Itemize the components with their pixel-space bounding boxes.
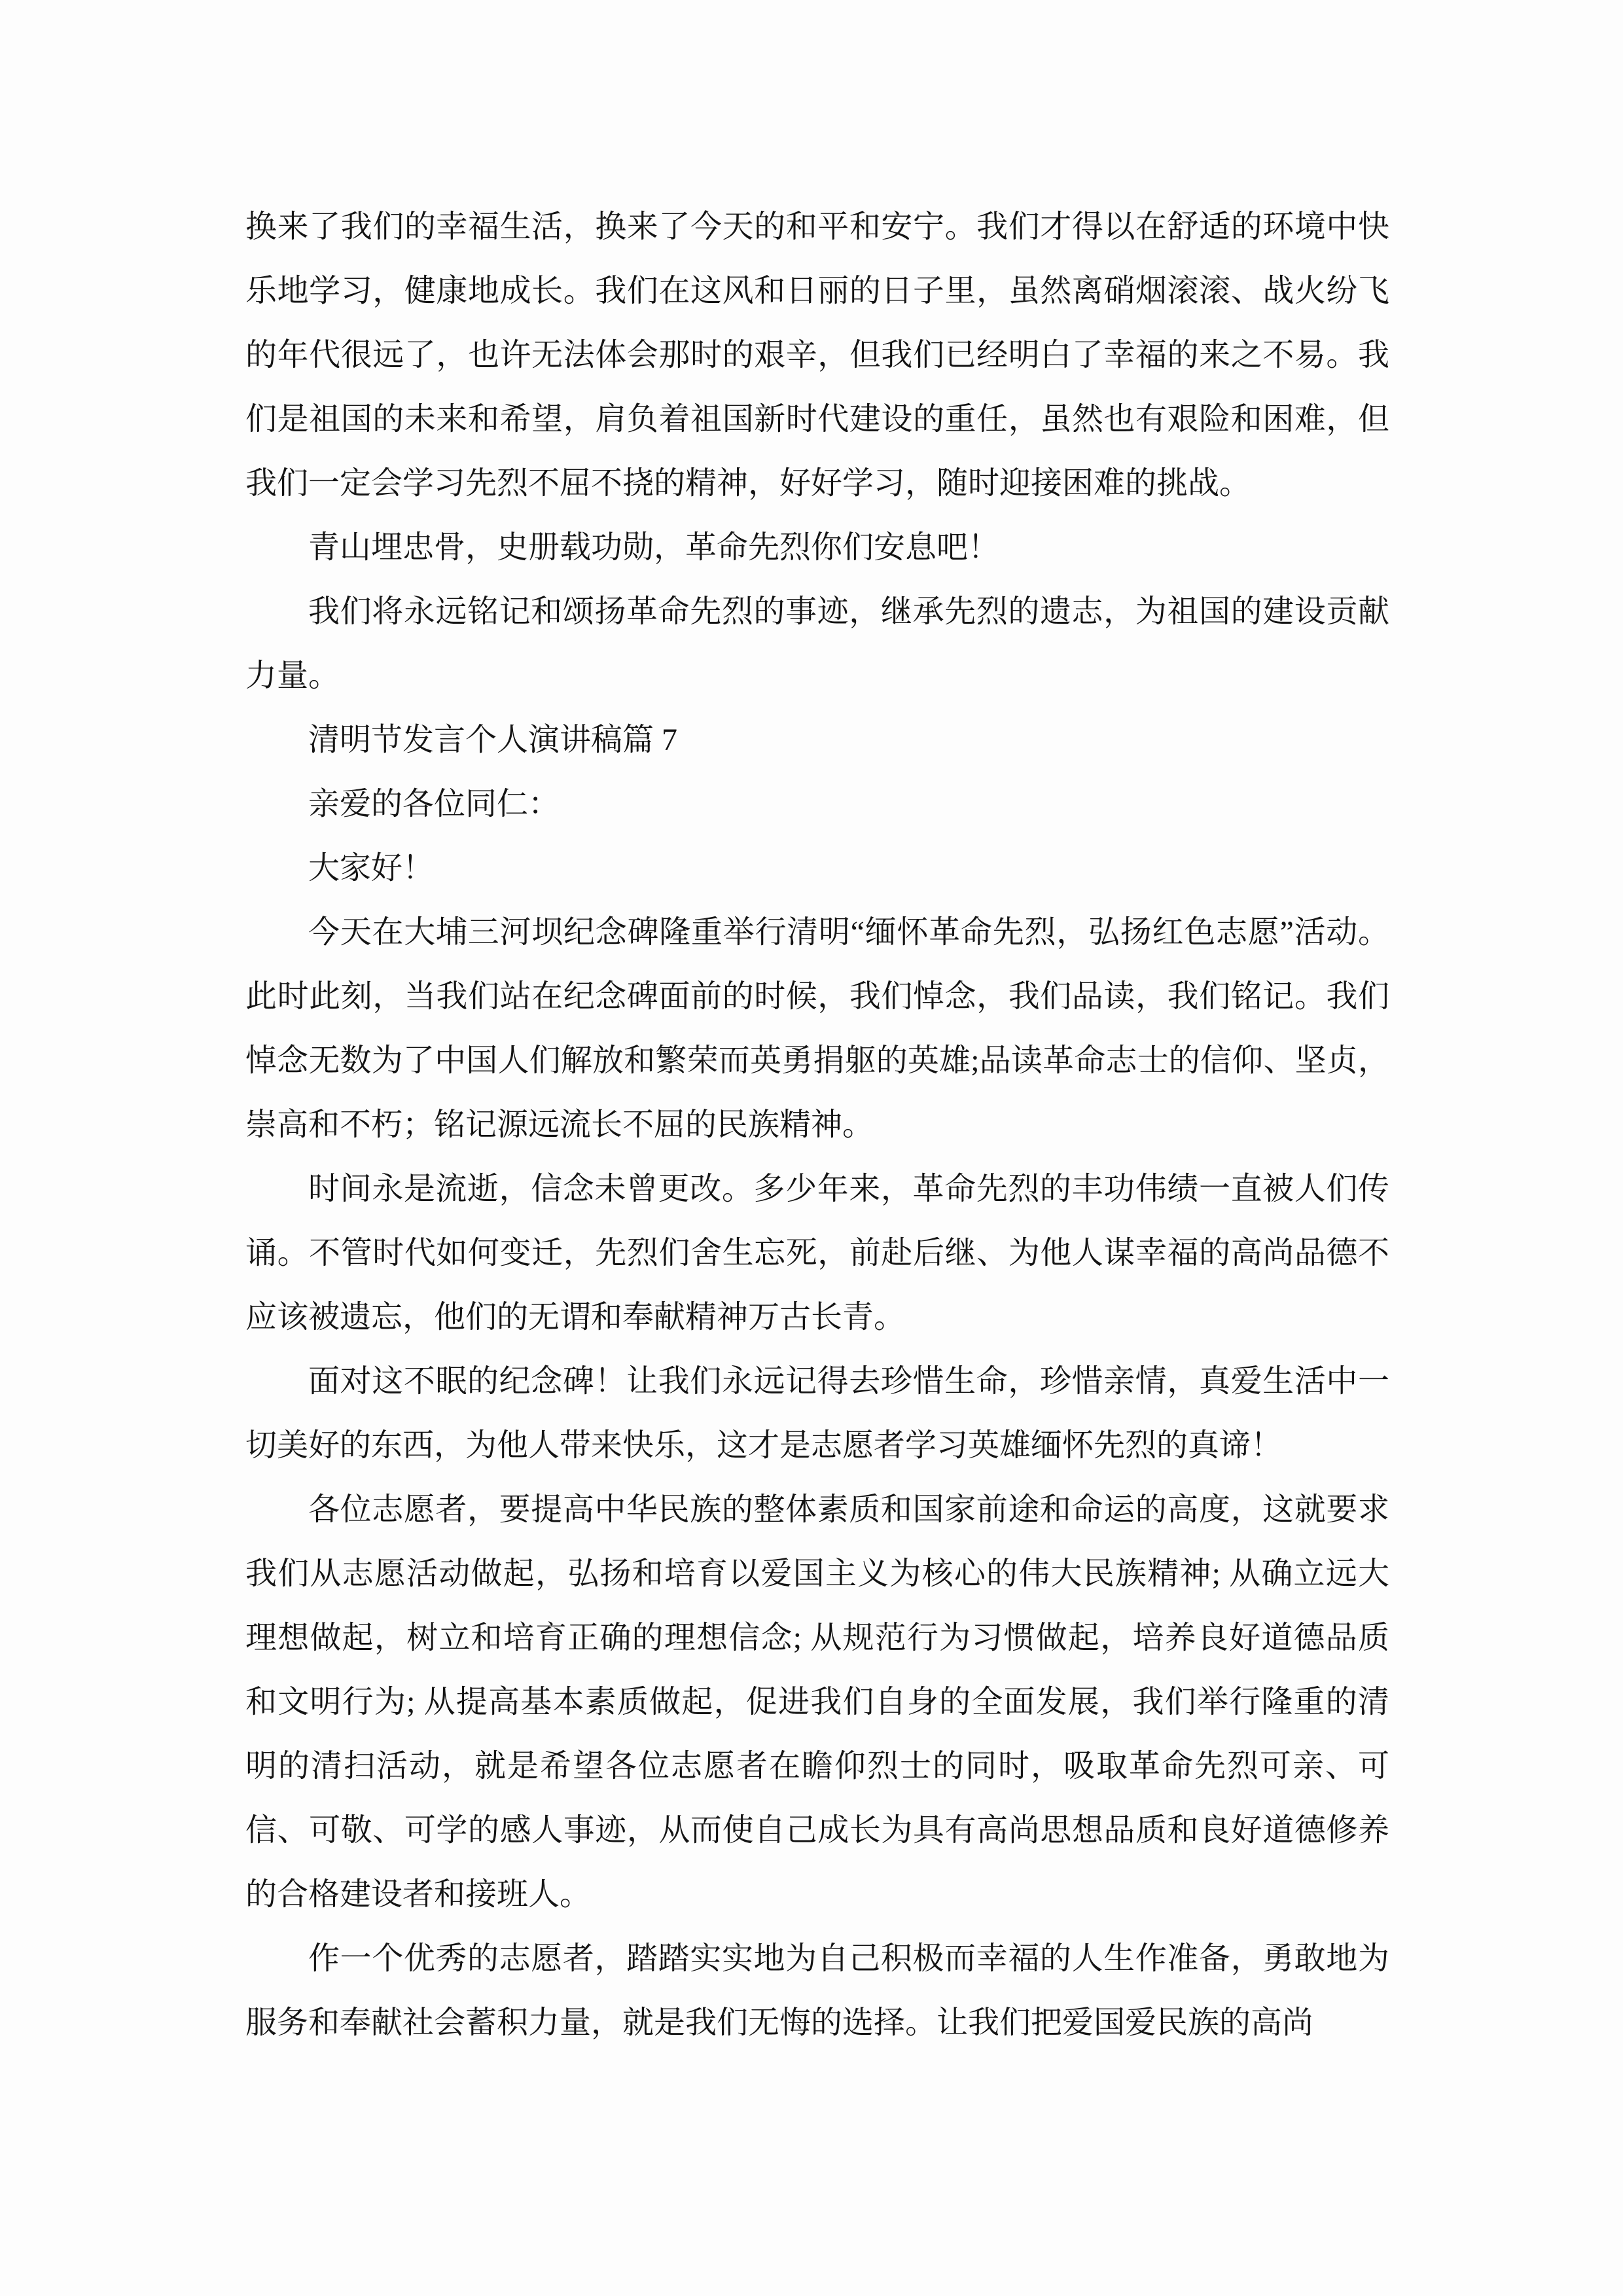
paragraph: 今天在大埔三河坝纪念碑隆重举行清明“缅怀革命先烈，弘扬红色志愿”活动。此时此刻，当我们站在纪念碑面前的时候，我们悼念，我们品读，我们铭记。我们悼念无数为了中国人们解放和繁荣而英勇捐躯的英雄;品读革命志士的信仰、坚贞，崇高和不朽；铭记源远流长不屈的民族精神。 [245, 915, 1389, 1142]
paragraph: 亲爱的各位同仁： [308, 787, 560, 821]
paragraph: 面对这不眠的纪念碑！让我们永远记得去珍惜生命，珍惜亲情，真爱生活中一切美好的东西，为他人带来快乐，这才是志愿者学习英雄缅怀先烈的真谛！ [245, 1364, 1389, 1463]
paragraph: 清明节发言个人演讲稿篇 7 [308, 723, 678, 757]
document-body [245, 195, 1389, 2055]
paragraph: 青山埋忠骨，史册载功勋，革命先烈你们安息吧！ [308, 530, 1000, 565]
paragraph: 各位志愿者，要提高中华民族的整体素质和国家前途和命运的高度，这就要求我们从志愿活动做起，弘扬和培育以爱国主义为核心的伟大民族精神; 从确立远大理想做起，树立和培育正确的理想信念; 从规范行为习惯做起，培养良好道德品质和文明行为; 从提高基本素质做起，促进我们自身的全面发展，我们举行隆重的清明的清扫活动，就是希望各位志愿者在瞻仰烈士的同时，吸取革命先烈可亲、可信、可敬、可学的感人事迹，从而使自己成长为具有高尚思想品质和良好道德修养的合格建设者和接班人。 [245, 1492, 1389, 1912]
paragraph: 时间永是流逝，信念未曾更改。多少年来，革命先烈的丰功伟绩一直被人们传诵。不管时代如何变迁，先烈们舍生忘死，前赴后继、为他人谋幸福的高尚品德不应该被遗忘，他们的无谓和奉献精神万古长青。 [245, 1172, 1389, 1335]
paragraph: 我们将永远铭记和颂扬革命先烈的事迹，继承先烈的遗志，为祖国的建设贡献力量。 [245, 594, 1389, 693]
paragraph: 作一个优秀的志愿者，踏踏实实地为自己积极而幸福的人生作准备，勇敢地为服务和奉献社会蓄积力量，就是我们无悔的选择。让我们把爱国爱民族的高尚 [245, 1941, 1389, 2040]
paragraph: 换来了我们的幸福生活，换来了今天的和平和安宁。我们才得以在舒适的环境中快乐地学习，健康地成长。我们在这风和日丽的日子里，虽然离硝烟滚滚、战火纷飞的年代很远了，也许无法体会那时的艰辛，但我们已经明白了幸福的来之不易。我们是祖国的未来和希望，肩负着祖国新时代建设的重任，虽然也有艰险和困难，但我们一定会学习先烈不屈不挠的精神，好好学习，随时迎接困难的挑战。 [245, 209, 1389, 501]
paragraph: 大家好！ [308, 851, 435, 886]
